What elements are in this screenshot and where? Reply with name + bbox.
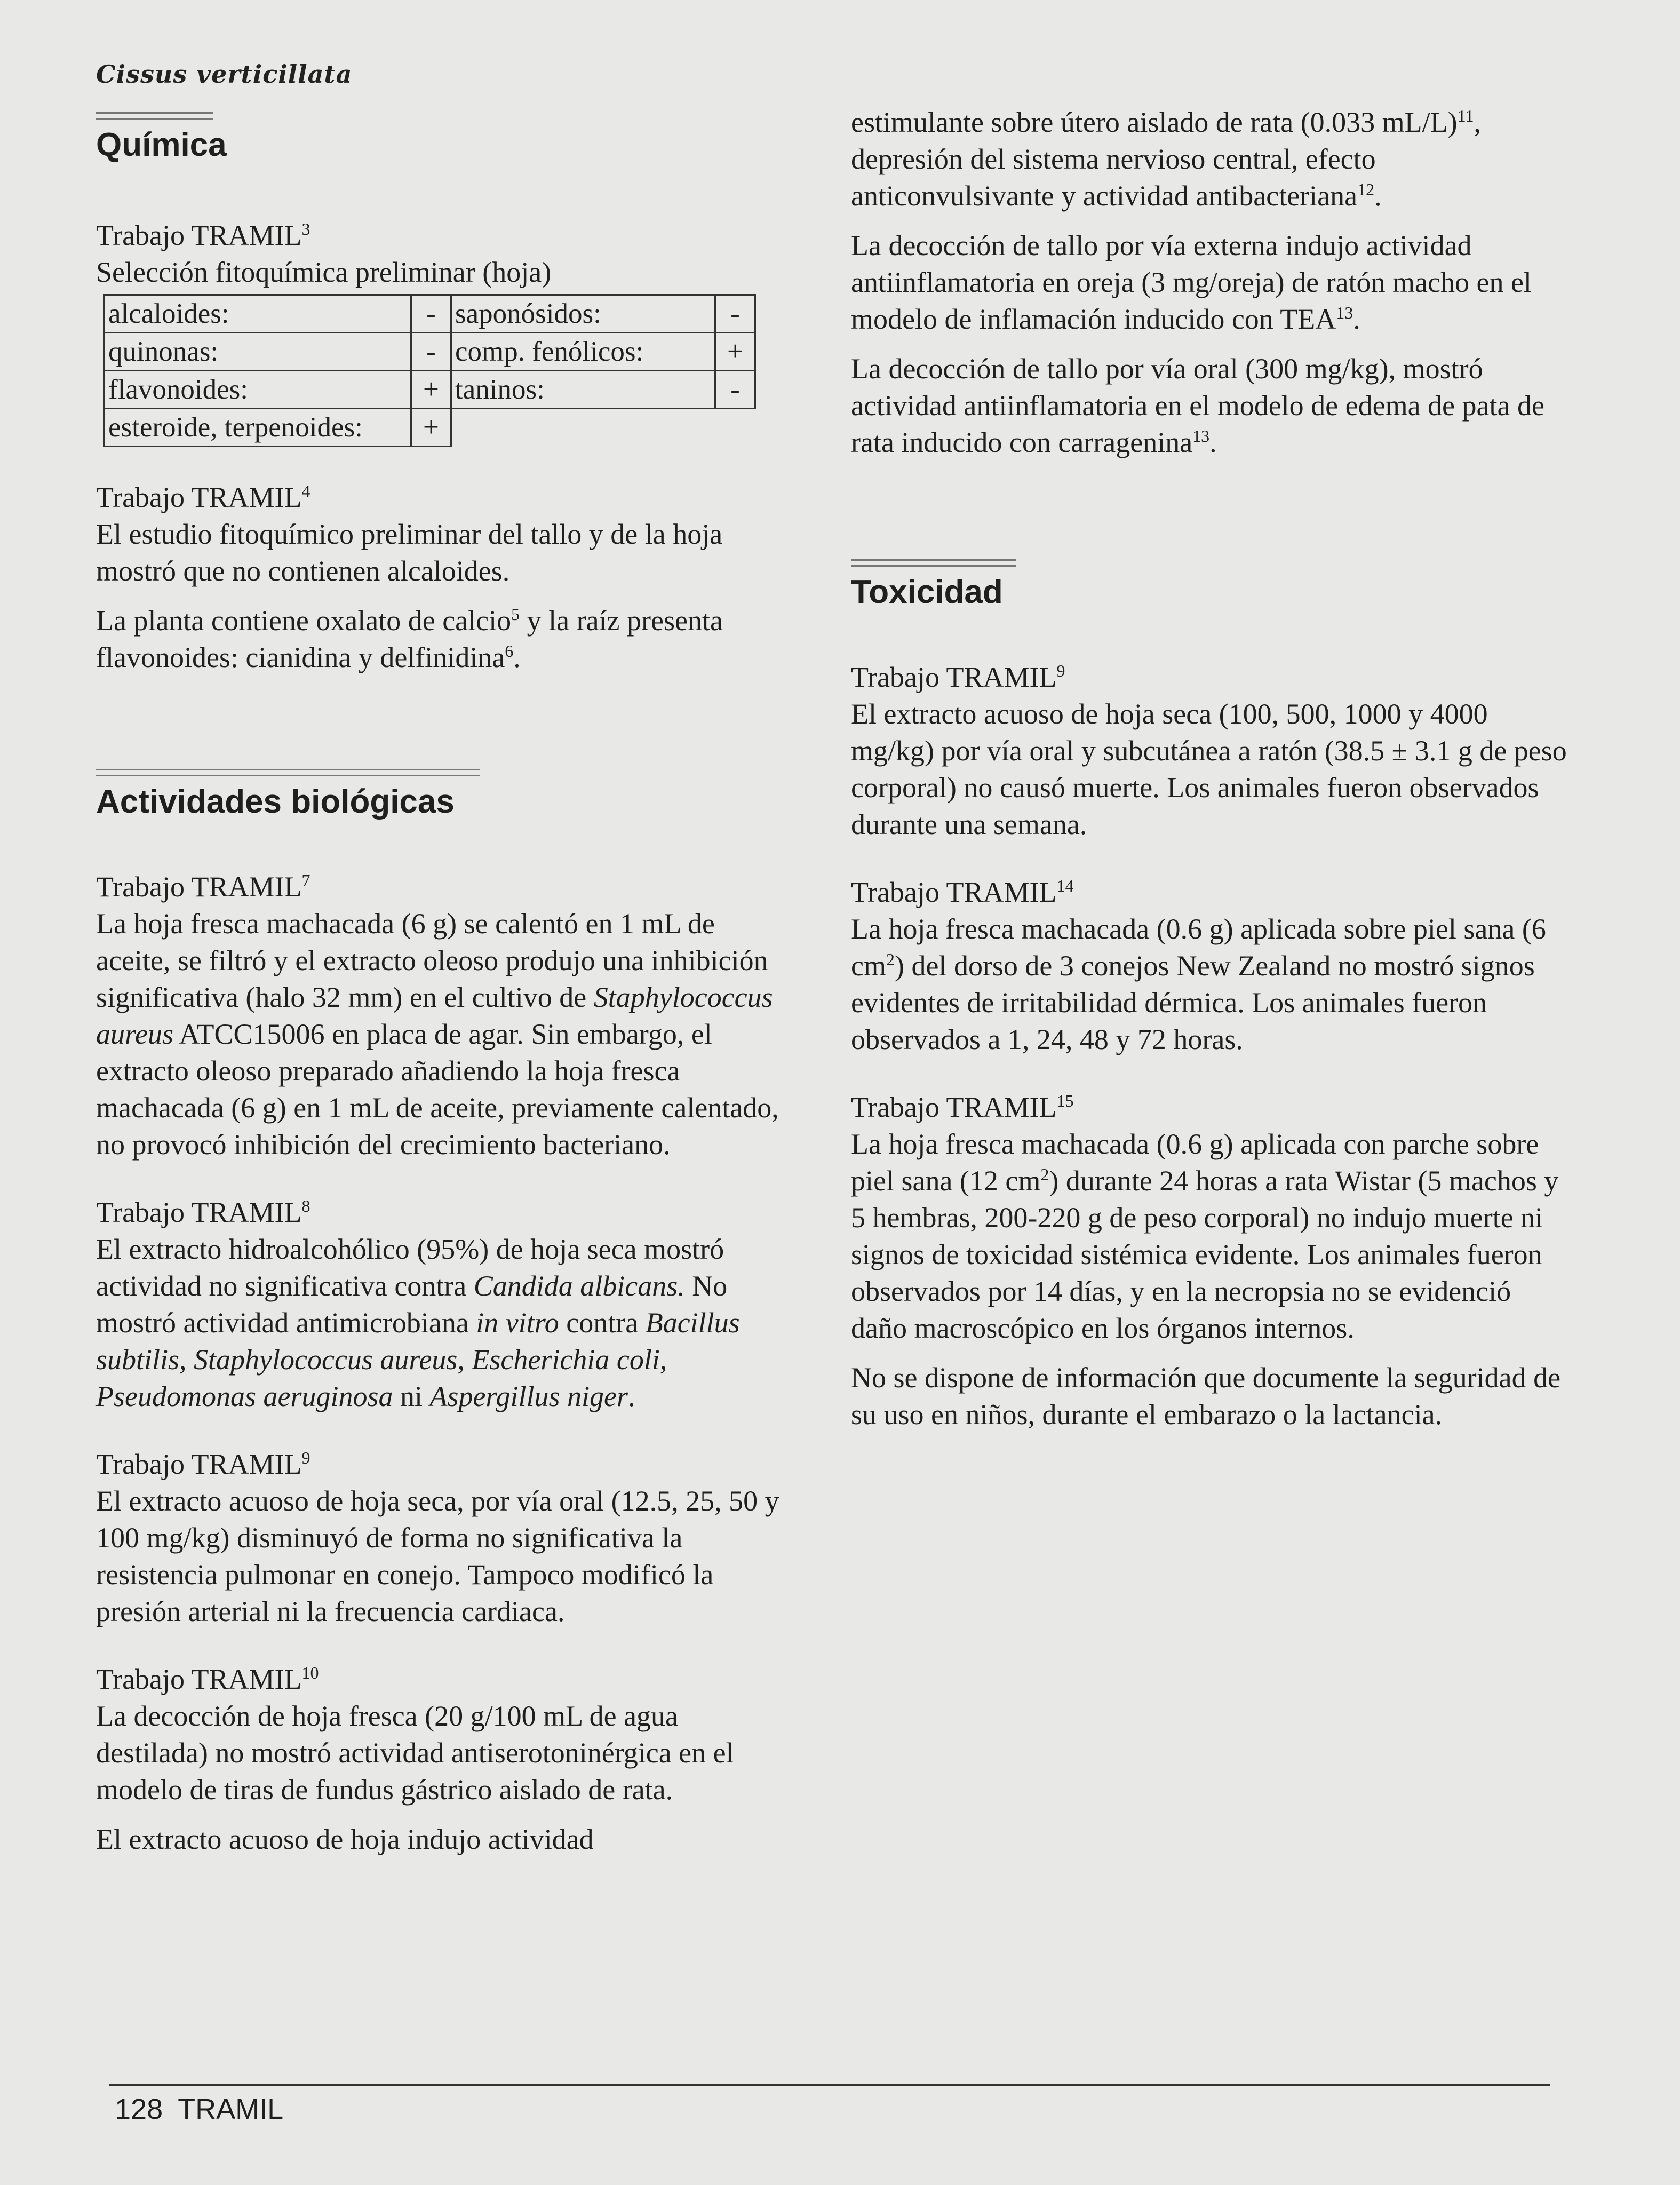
paragraph: La planta contiene oxalato de calcio$^5$ y la raíz presenta flavonoides: cianidina y delfinidina$^6$. (96, 605, 723, 673)
work-heading: Trabajo TRAMIL$^9$ (851, 661, 1065, 693)
page-footer (115, 2093, 298, 2126)
paragraph: La decocción de tallo por vía externa indujo actividad antiinflamatoria en oreja (3 mg/oreja) de ratón macho en el modelo de inflamación inducido con TEA$^{13}$. (851, 229, 1532, 335)
phytochemical-table (103, 294, 756, 447)
table-row (105, 409, 755, 447)
paragraph: La decocción de tallo por vía oral (300 mg/kg), mostró actividad antiinflamatoria en el modelo de edema de pata de rata inducido con carragenina$^{13}$. (851, 353, 1544, 458)
table-cell: esteroide, terpenoides: (105, 409, 411, 447)
paragraph: No se dispone de información que documente la seguridad de su uso en niños, durante el embarazo o la lactancia. (851, 1362, 1561, 1431)
work-heading: Trabajo TRAMIL$^{10}$ (96, 1663, 319, 1695)
paragraph: La decocción de hoja fresca (20 g/100 mL de agua destilada) no mostró actividad antiserotoninérgica en el modelo de tiras de fundus gástrico aislado de rata. (96, 1700, 734, 1806)
paragraph: El extracto acuoso de hoja seca, por vía oral (12.5, 25, 50 y 100 mg/kg) disminuyó de forma no significativa la resistencia pulmonar en conejo. Tampoco modificó la presión arterial ni la frecuencia cardiaca. (96, 1485, 779, 1627)
work-heading: Trabajo TRAMIL$^8$ (96, 1196, 310, 1228)
work-heading: Trabajo TRAMIL$^4$ (96, 481, 310, 513)
paragraph: El extracto hidroalcohólico (95%) de hoja seca mostró actividad no significativa contra Candida albicans. No mostró actividad antimicrobiana in vitro contra Bacillus subtilis, Staphylococcus aureus, Escherichia coli, Pseudomonas aeruginosa ni Aspergillus niger. (96, 1233, 740, 1412)
table-cell: comp. fenólicos: (451, 333, 715, 371)
section-rule (851, 559, 1016, 567)
table-caption: Selección fitoquímica preliminar (hoja) (96, 256, 552, 288)
footer-rule (109, 2084, 1550, 2086)
table-cell: + (411, 371, 451, 409)
table-cell-empty (715, 409, 755, 447)
table-cell: - (411, 333, 451, 371)
right-column (851, 104, 1571, 1446)
section-title-toxicidad: Toxicidad (851, 574, 1003, 610)
paragraph: El extracto acuoso de hoja seca (100, 500, 1000 y 4000 mg/kg) por vía oral y subcutánea a ratón (38.5 ± 3.1 g de peso corporal) no causó muerte. Los animales fueron observados durante una semana. (851, 698, 1567, 840)
table-row (105, 371, 755, 409)
work-heading: Trabajo TRAMIL$^9$ (96, 1448, 310, 1480)
page-number: 128 (115, 2093, 163, 2125)
running-head: Cissus verticillata (96, 60, 353, 89)
table-cell: - (411, 295, 451, 333)
paragraph: La hoja fresca machacada (0.6 g) aplicada con parche sobre piel sana (12 $cm^2$) durante 24 horas a rata Wistar (5 machos y 5 hembras, 200-220 g de peso corporal) no indujo muerte ni signos de toxicidad sistémica evidente. Los animales fueron observados por 14 días, y en la necropsia no se evidenció daño macroscópico en los órganos internos. (851, 1128, 1559, 1344)
section-title-actividades: Actividades biológicas (96, 783, 455, 820)
paragraph: El estudio fitoquímico preliminar del tallo y de la hoja mostró que no contienen alcaloides. (96, 518, 723, 587)
table-row (105, 333, 755, 371)
work-heading: Trabajo TRAMIL$^{15}$ (851, 1091, 1074, 1123)
table-cell: quinonas: (105, 333, 411, 371)
section-title-quimica: Química (96, 126, 227, 163)
paragraph: La hoja fresca machacada (6 g) se calentó en 1 mL de aceite, se filtró y el extracto oleoso produjo una inhibición significativa (halo 32 mm) en el cultivo de Staphylococcus aureus ATCC15006 en placa de agar. Sin embargo, el extracto oleoso preparado añadiendo la hoja fresca machacada (6 g) en 1 mL de aceite, previamente calentado, no provocó inhibición del crecimiento bacteriano. (96, 908, 779, 1161)
table-cell: taninos: (451, 371, 715, 409)
table-cell-empty (451, 409, 715, 447)
paragraph: La hoja fresca machacada (0.6 g) aplicada sobre piel sana (6 $cm^2$) del dorso de 3 conejos New Zealand no mostró signos evidentes de irritabilidad dérmica. Los animales fueron observados a 1, 24, 48 y 72 horas. (851, 913, 1546, 1055)
table-cell: + (411, 409, 451, 447)
table-cell: + (715, 333, 755, 371)
table-cell: saponósidos: (451, 295, 715, 333)
table-cell: alcaloides: (105, 295, 411, 333)
paragraph: estimulante sobre útero aislado de rata (0.033 mL/L)$^{11}$, depresión del sistema nervioso central, efecto anticonvulsivante y actividad antibacteriana$^{12}$. (851, 106, 1481, 212)
section-rule (96, 112, 213, 120)
paragraph: El extracto acuoso de hoja indujo actividad (96, 1823, 594, 1855)
work-heading: Trabajo TRAMIL$^7$ (96, 871, 310, 903)
table-cell: - (715, 371, 755, 409)
table-cell: - (715, 295, 755, 333)
table-cell: flavonoides: (105, 371, 411, 409)
publication-name: TRAMIL (178, 2093, 284, 2125)
work-heading: Trabajo TRAMIL$^3$ (96, 219, 310, 251)
section-rule (96, 769, 480, 776)
work-heading: Trabajo TRAMIL$^{14}$ (851, 876, 1074, 908)
table-row (105, 295, 755, 333)
left-column (96, 112, 790, 1871)
